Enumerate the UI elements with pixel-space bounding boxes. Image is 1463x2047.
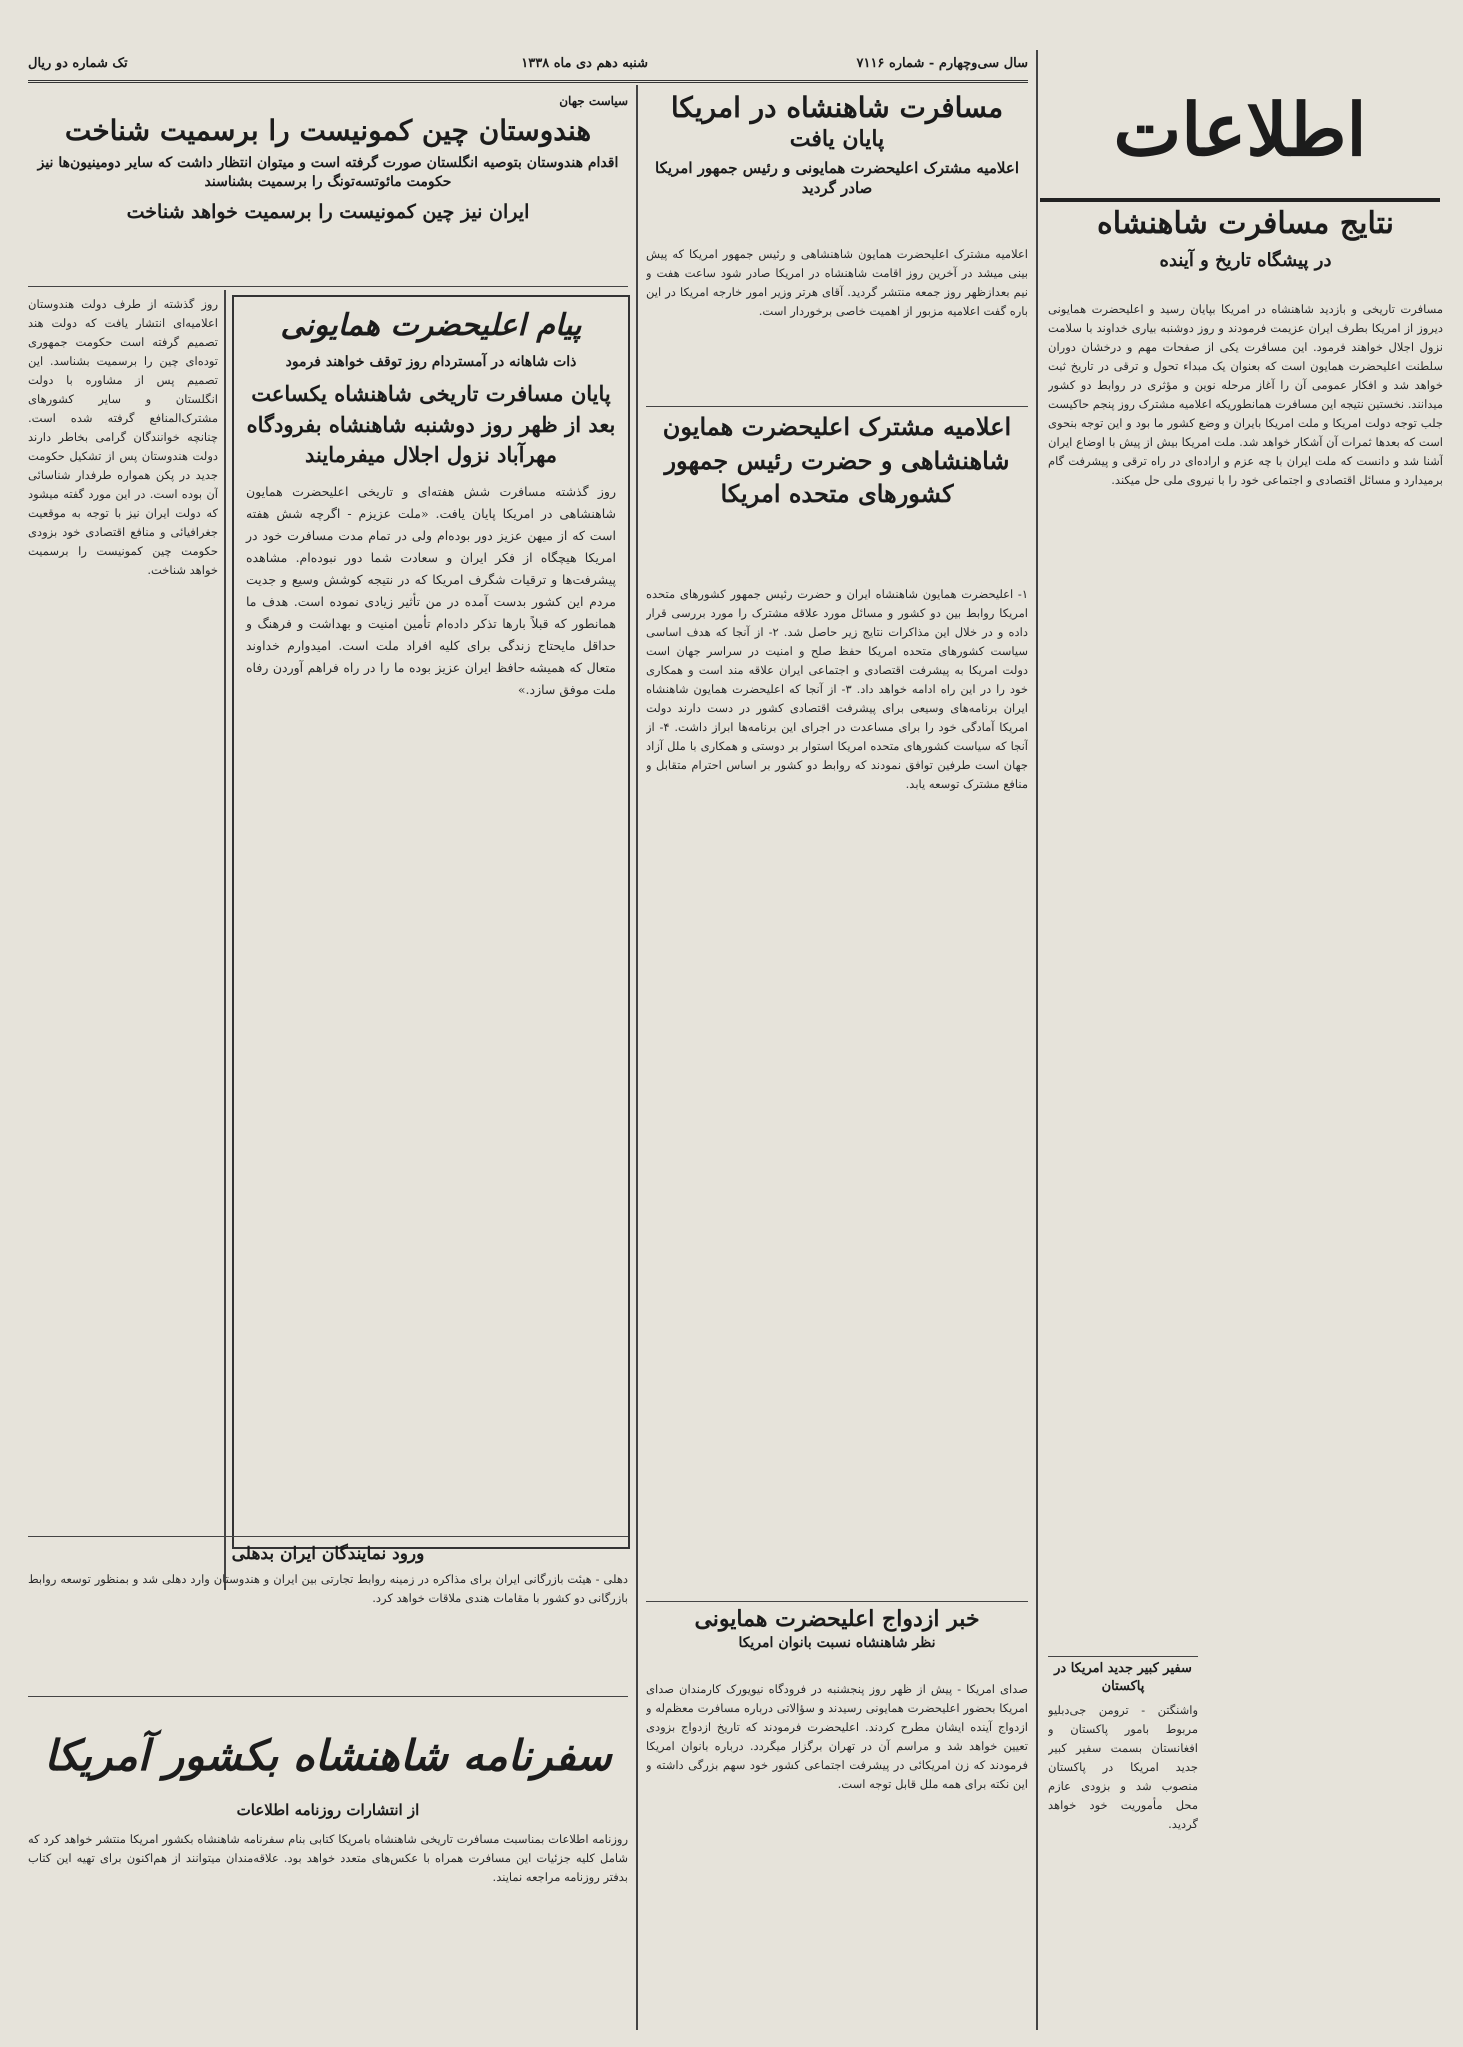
right-subhead: در پیشگاه تاریخ و آینده [1159,249,1332,271]
royal-message-lead: ذات شاهانه در آمستردام روز توقف خواهند فرمود [285,353,577,370]
issue-price: تک شماره دو ریال [28,56,128,71]
divider [28,1696,628,1697]
delegation-body: دهلی - هیئت بازرگانی ایران برای مذاکره در زمینه روابط تجارتی بین ایران و هندوستان وارد دهلی شد و بمنظور توسعه روابط بازرگانی دو کشور با مقامات هندی ملاقات خواهد کرد. [28,1571,628,1605]
ad-body: روزنامه اطلاعات بمناسبت مسافرت تاریخی شاهنشاه بامریکا کتابی بنام سفرنامه شاهنشاه بکشور امریکا منتشر خواهد کرد که شامل کلیه جزئیات این مسافرت همراه با عکس‌های متعدد خواهد بود. علاقه‌مندان میتوانند از هم‌اکنون برای تهیه این کتاب بدفتر روزنامه مراجعه نمایند. [28,1832,628,1885]
right-headline-block [1048,205,1443,295]
marriage-subhead: نظر شاهنشاه نسبت بانوان امریکا [738,1634,936,1651]
center-lead: اعلامیه مشترک اعلیحضرت همایون شاهنشاهی و رئیس جمهور امریکا که پیش بینی میشد در آخرین روز اقامت شاهنشاه در امریکا صادر شود ساعت هفت و نیم بعدازظهر روز جمعه منتشر گردید. آقای هرتر وزیر امور خارجه امریکا در این باره گفت اعلامیه مزبور از اهمیت خاصی برخوردار است. [646,247,1028,318]
book-advertisement [28,1690,628,2030]
right-brief-block [1048,1660,1198,2020]
header-strip [28,50,1028,80]
joint-statement-body: ۱- اعلیحضرت همایون شاهنشاه ایران و حضرت رئیس جمهور کشورهای متحده امریکا روابط بین دو کشور و مسائل مورد علاقه مشترک را مورد بررسی قرار داده و در خلال این مذاکرات نتایج زیر حاصل شد. ۲- از آنجا که هدف اساسی سیاست کشورهای متحده امریکا حفظ صلح و امنیت در سراسر جهان است دولت امریکا به پیشرفت اقتصادی و اجتماعی ایران علاقه مند است و همکاری خود را در این راه ادامه خواهد داد. ۳- از آنجا که اعلیحضرت همایون شاهنشاه ایران برنامه‌های وسیعی برای پیشرفت اقتصادی کشور در دست دارند دولت امریکا آمادگی خود را برای مساعدت در اجرای این برنامه‌ها ابراز داشت. ۴- از آنجا که سیاست کشورهای متحده امریکا استوار بر دوستی و همکاری با ملل آزاد جهان است طرفین توافق نمودند که روابط دو کشور بر اساس احترام متقابل و منافع مشترک توسعه یابد. [646,587,1028,791]
delegation-block [28,1530,628,1680]
center-headline-2: پایان یافت [789,126,885,152]
column-divider [224,290,226,1590]
center-subhead: اعلامیه مشترک اعلیحضرت همایونی و رئیس جمهور امریکا صادر گردید [655,158,1019,197]
left-narrow-body: روز گذشته از طرف دولت هندوستان اعلامیه‌ای انتشار یافت که دولت هند تصمیم گرفته است حکومت جمهوری توده‌ای چین را برسمیت بشناسد. این تصمیم پس از مشاوره با دولت انگلستان و سایر کشورهای مشترک‌المنافع گرفته شده است. چنانچه خوانندگان گرامی بخاطر دارند دولت هندوستان پس از تشکیل حکومت جدید در پکن همواره طرفدار شناسائی آن بوده است. در این مورد گفته میشود که دولت ایران نیز با توجه به موقعیت جغرافیائی و منافع اقتصادی خود بزودی حکومت چین کمونیست را برسمیت خواهد شناخت. [28,297,218,577]
left-subhead-2: ایران نیز چین کمونیست را برسمیت خواهد شناخت [126,200,530,223]
royal-message-body: روز گذشته مسافرت شش هفته‌ای و تاریخی اعلیحضرت همایون شاهنشاهی در امریکا پایان یافت. «ملت عزیزم - اگرچه شش هفته است که از میهن عزیز دور بوده‌ام ولی در تمام مدت مسافرت خود در امریکا هیچگاه از فکر ایران و سعادت شما دور نبوده‌ام. مشاهده پیشرفت‌ها و ترقیات شگرف امریکا که در نتیجه کوشش وسیع و جدیت مردم این کشور بدست آمده در من تأثیر زیادی نموده است. هدف ما همانطور که قبلاً بارها تذکر داده‌ام تأمین امنیت و بهداشت و فرهنگ و حداقل مایحتاج زندگی برای کلیه افراد ملت است. امیدوارم خداوند متعال که همیشه حافظ ایران عزیز بوده ما را در راه فراهم آوردن رفاه ملت موفق سازد.» [246,483,616,697]
left-headline-block [28,90,628,270]
left-subhead: اقدام هندوستان بتوصیه انگلستان صورت گرفته است و میتوان انتظار داشت که سایر دومینیون‌ها نیز حکومت مائوتسه‌تونگ را برسمیت بشناسند [37,155,619,190]
ad-title: سفرنامه شاهنشاه بکشور آمریکا [44,1731,612,1780]
right-brief-body: واشنگتن - ترومن جی‌دبلیو مربوط بامور پاکستان و افغانستان بسمت سفیر کبیر جدید امریکا در پاکستان منصوب شد و بزودی عازم محل مأموریت خود خواهد گردید. [1048,1703,1198,1832]
divider [646,406,1028,407]
right-brief-headline: سفیر کبیر جدید امریکا در پاکستان [1054,1661,1192,1694]
section-tag: سیاست جهان [559,94,628,108]
marriage-body: صدای امریکا - پیش از ظهر روز پنجشنبه در فرودگاه نیویورک کارمندان صدای امریکا بحضور اعلیحضرت همایونی رسیدند و سؤالاتی درباره مسافرت معظم‌له و ازدواج آینده ایشان مطرح کردند. اعلیحضرت فرمودند که تاریخ ازدواج بزودی تعیین خواهد شد و مراسم آن در تهران برگزار میگردد. درباره بانوان امریکا فرمودند که زن امریکائی در پیشرفت اجتماعی کشور خود سهم بزرگی داشته و این نکته برای همه ملل قابل توجه است. [646,1682,1028,1791]
column-divider [1036,50,1038,2030]
issue-date: شنبه دهم دی ماه ۱۳۳۸ [521,56,648,71]
column-divider [636,85,638,2030]
right-article-body: مسافرت تاریخی و بازدید شاهنشاه در امریکا بپایان رسید و اعلیحضرت همایونی دیروز از امریکا بطرف ایران عزیمت فرمودند و روز دوشنبه بیاری خداوند با سلامت نزول اجلال خواهند فرمود. این مسافرت یکی از صفحات مهم و درخشان دوران سلطنت اعلیحضرت همایون است که بعنوان یک مبداء تحول و ترقی در تاریخ ثبت خواهد شد و افکار عمومی آن را آغاز مرحله نوین و مؤثری در روابط دو کشور میدانند. نخستین نتیجه این مسافرت همانطوریکه اعلامیه مشترک روز پنجم حاکیست جلب توجه دولت امریکا و ملت امریکا بایران و وضع کشور ما بود و این توجه بنحوی است که بعدها ثمرات آن آشکار خواهد شد. ملت امریکا بیش از پیش با اوضاع ایران آشنا شد و دانست که ملت ایران با چه عزم و اراده‌ای در راه ترقی و پیشرفت گام برمیدارد و مسائل اقتصادی و اجتماعی خود را با نیروی ملی حل میکند. [1048,302,1443,487]
royal-message-big: پایان مسافرت تاریخی شاهنشاه یکساعت بعد از ظهر روز دوشنبه شاهنشاه بفرودگاه مهرآباد نزول اجلال میفرمایند [246,381,616,468]
header-rule [28,80,1028,83]
divider [1048,1656,1198,1657]
ad-subtitle: از انتشارات روزنامه اطلاعات [236,1800,420,1819]
marriage-heading [646,1605,1028,1675]
masthead-rule [1040,198,1440,202]
left-headline: هندوستان چین کمونیست را برسمیت شناخت [64,114,592,147]
royal-message-headline: پیام اعلیحضرت همایونی [280,308,582,343]
royal-message-box [232,295,630,1549]
joint-statement-heading [646,410,1028,575]
right-headline: نتایج مسافرت شاهنشاه [1096,206,1395,241]
joint-statement-headline: اعلامیه مشترک اعلیحضرت همایون شاهنشاهی و حضرت رئیس جمهور کشورهای متحده امریکا [662,412,1012,509]
divider [28,286,628,287]
masthead-logo: اطلاعات [1113,87,1367,172]
divider [646,1601,1028,1602]
center-headline: مسافرت شاهنشاه در امریکا [670,91,1004,124]
divider [28,1536,628,1537]
delegation-headline: ورود نمایندگان ایران بدهلی [231,1544,425,1564]
marriage-headline: خبر ازدواج اعلیحضرت همایونی [694,1606,980,1632]
center-headline-block [646,90,1028,240]
issue-number: سال سی‌وچهارم - شماره ۷۱۱۶ [856,56,1028,71]
